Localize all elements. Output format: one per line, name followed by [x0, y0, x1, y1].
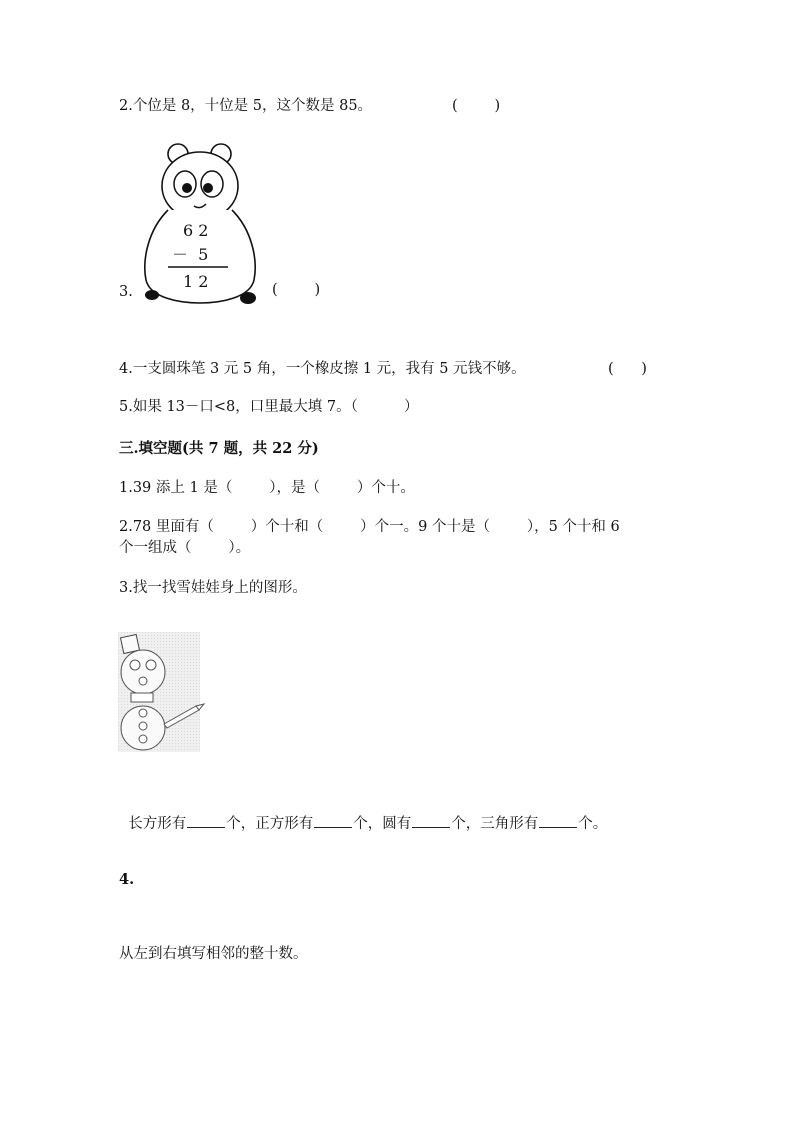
snowman-image	[118, 632, 208, 752]
answer-rectangle-label: 长方形有	[128, 816, 187, 832]
fill-1-text: 1.39 添上 1 是（ ），是（ ）个十。	[119, 480, 415, 496]
fill-3-answer-line	[119, 792, 607, 835]
answer-triangle-label: 个，三角形有	[451, 816, 539, 832]
panda-calc-result: 1 2	[183, 272, 209, 291]
panda-pupil-left	[182, 183, 192, 193]
fill-2-line-2: 个一组成（ ）。	[119, 540, 251, 556]
question-5-text: 5.如果 13－口<8，口里最大填 7。（ ）	[119, 399, 419, 415]
panda-calc-minus: － 5	[172, 245, 209, 264]
section-3-title: 三.填空题(共 7 题，共 22 分)	[119, 440, 319, 457]
answer-square-label: 个，正方形有	[226, 816, 314, 832]
snowman-eye-left	[130, 660, 140, 670]
panda-foot-left	[145, 290, 159, 300]
fill-3-text: 3.找一找雪娃娃身上的图形。	[119, 580, 307, 596]
answer-end-label: 个。	[578, 816, 608, 832]
panda-eye-right	[201, 171, 223, 197]
snowman-button-2	[139, 722, 147, 730]
question-4-answer-paren[interactable]: ( )	[608, 361, 647, 377]
fill-4-text: 从左到右填写相邻的整十数。	[119, 946, 308, 962]
snowman-button-1	[139, 709, 147, 717]
panda-calc-top: 6 2	[183, 221, 209, 240]
answer-square-blank[interactable]	[314, 813, 352, 828]
question-2-answer-paren[interactable]: ( )	[452, 98, 501, 114]
question-3-answer-paren[interactable]: ( )	[272, 282, 321, 298]
snowman-bow-rectangle	[131, 693, 153, 702]
answer-circle-blank[interactable]	[412, 813, 450, 828]
panda-pupil-right	[203, 183, 213, 193]
snowman-button-3	[139, 735, 147, 743]
answer-rectangle-blank[interactable]	[187, 813, 225, 828]
question-4-text: 4.一支圆珠笔 3 元 5 角，一个橡皮擦 1 元，我有 5 元钱不够。	[119, 361, 526, 377]
question-3-label: 3.	[119, 284, 133, 300]
snowman-eye-right	[146, 660, 156, 670]
fill-4-label: 4.	[119, 871, 135, 888]
answer-triangle-blank[interactable]	[539, 813, 577, 828]
fill-2-line-1: 2.78 里面有（ ）个十和（ ）个一。9 个十是（ ），5 个十和 6	[119, 519, 620, 535]
question-2-text: 2.个位是 8，十位是 5，这个数是 85。	[119, 98, 373, 114]
answer-circle-label: 个，圆有	[353, 816, 412, 832]
snowman-nose	[139, 677, 147, 685]
snowman-head-circle	[121, 650, 165, 694]
panda-foot-right	[240, 292, 256, 304]
